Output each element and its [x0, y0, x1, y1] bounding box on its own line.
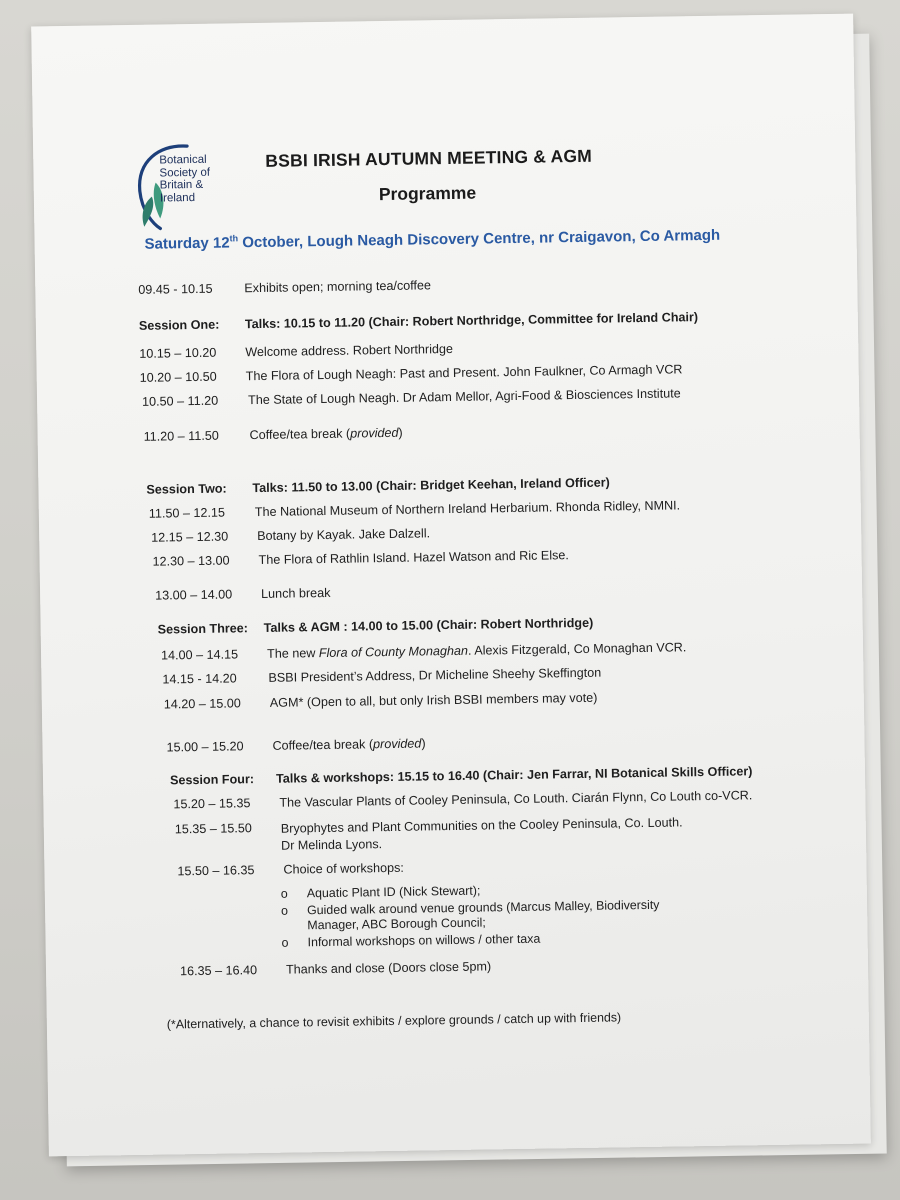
description-text: AGM* (Open to all, but only Irish BSBI members may vote)	[269, 690, 598, 710]
schedule-description	[276, 764, 753, 785]
schedule-description	[244, 278, 431, 295]
logo-line: Botanical	[159, 153, 207, 167]
schedule-time: 14.15 - 14.20	[162, 671, 237, 687]
schedule-time: 10.20 – 10.50	[139, 369, 217, 385]
description-text: Coffee/tea break (	[272, 737, 374, 753]
description-emphasis: Flora of County Monaghan	[318, 643, 469, 661]
schedule-description	[281, 814, 683, 854]
description-text: Talks: 11.50 to 13.00 (Chair: Bridget Keehan, Ireland Officer)	[252, 475, 610, 496]
schedule-description	[248, 386, 681, 407]
schedule-time: 10.50 – 11.20	[141, 393, 219, 409]
logo-line: Society of	[159, 166, 211, 180]
schedule-time: 16.35 – 16.40	[179, 963, 258, 979]
schedule-description	[267, 640, 687, 661]
schedule-time: 15.35 – 15.50	[174, 821, 252, 837]
schedule-description	[250, 426, 403, 442]
schedule-time: 11.50 – 12.15	[148, 505, 226, 521]
description-text: Welcome address. Robert Northridge	[245, 341, 454, 360]
schedule-time: 13.00 – 14.00	[155, 587, 233, 603]
workshop-text: Guided walk around venue grounds (Marcus Malley, Biodiversity	[306, 897, 660, 917]
schedule-time: 12.30 – 13.00	[152, 553, 230, 569]
schedule-time: 09.45 - 10.15	[138, 281, 213, 297]
description-text: Thanks and close (Doors close 5pm)	[285, 959, 492, 977]
description-text: )	[421, 736, 426, 751]
schedule-time: 14.00 – 14.15	[160, 647, 239, 663]
workshop-options-list	[281, 881, 660, 952]
description-text: The new	[266, 646, 319, 661]
description-text: The Vascular Plants of Cooley Peninsula, Co Louth. Ciarán Flynn, Co Louth co-VCR.	[279, 788, 753, 810]
schedule-description	[283, 861, 404, 877]
description-text: Coffee/tea break (	[249, 426, 351, 443]
date-prefix: Saturday 12	[144, 234, 230, 253]
schedule-description	[268, 666, 601, 685]
description-text-line2: Dr Melinda Lyons.	[280, 837, 383, 853]
schedule-description	[252, 475, 610, 495]
schedule-description	[272, 736, 425, 752]
description-emphasis: provided	[372, 736, 422, 752]
footnote: (*Alternatively, a chance to revisit exhibits / explore grounds / catch up with friends)	[166, 1010, 622, 1032]
schedule-description	[264, 616, 594, 635]
schedule-time: Session Three:	[157, 621, 249, 637]
date-ordinal: th	[229, 233, 239, 244]
schedule-description	[245, 310, 698, 331]
schedule-description	[286, 959, 491, 976]
schedule-description	[245, 342, 453, 359]
description-emphasis: provided	[350, 425, 399, 441]
schedule-time: 12.15 – 12.30	[151, 529, 229, 545]
description-text: )	[398, 425, 403, 440]
description-text: The Flora of Rathlin Island. Hazel Watson and Ric Else.	[258, 548, 569, 568]
schedule-time: Session Four:	[169, 772, 255, 788]
schedule-time: 14.20 – 15.00	[163, 696, 241, 712]
schedule-time: Session One:	[138, 317, 220, 333]
bullet-icon: o	[281, 935, 289, 950]
schedule-description	[255, 498, 681, 519]
description-text: Bryophytes and Plant Communities on the Cooley Peninsula, Co. Louth.	[280, 815, 683, 836]
schedule-time: Session Two:	[146, 481, 227, 497]
schedule-description	[258, 548, 569, 567]
description-text: . Alexis Fitzgerald, Co Monaghan VCR.	[467, 640, 687, 658]
schedule-time: 10.15 – 10.20	[139, 345, 217, 361]
description-text: Botany by Kayak. Jake Dalzell.	[257, 526, 431, 544]
document-title: BSBI IRISH AUTUMN MEETING & AGM	[265, 145, 593, 171]
schedule-description	[261, 586, 331, 601]
schedule-time: 15.00 – 15.20	[166, 739, 244, 755]
schedule-description	[257, 526, 430, 543]
bullet-icon: o	[280, 886, 288, 901]
workshop-text: Informal workshops on willows / other taxa	[307, 931, 541, 949]
description-text: Talks & workshops: 15.15 to 16.40 (Chair: Jen Farrar, NI Botanical Skills Officer)	[275, 764, 753, 786]
date-suffix: October, Lough Neagh Discovery Centre, nr Craigavon, Co Armagh	[238, 226, 721, 252]
logo-wordmark	[159, 154, 210, 205]
description-text: Talks & AGM : 14.00 to 15.00 (Chair: Robert Northridge)	[263, 615, 594, 635]
schedule-description	[279, 788, 752, 809]
schedule-description	[270, 691, 598, 710]
bsbi-logo	[129, 141, 251, 243]
description-text: The National Museum of Northern Ireland Herbarium. Rhonda Ridley, NMNI.	[254, 498, 681, 520]
logo-line: Britain &	[159, 178, 204, 192]
document-subtitle: Programme	[378, 182, 477, 205]
description-text: Talks: 10.15 to 11.20 (Chair: Robert Northridge, Committee for Ireland Chair)	[244, 310, 699, 332]
workshop-option	[281, 897, 660, 934]
description-text: The Flora of Lough Neagh: Past and Present. John Faulkner, Co Armagh VCR	[245, 362, 683, 384]
description-text: BSBI President’s Address, Dr Micheline Sheehy Skeffington	[268, 665, 602, 685]
description-text: The State of Lough Neagh. Dr Adam Mellor, Agri-Food & Biosciences Institute	[247, 386, 681, 408]
schedule-time: 15.50 – 16.35	[177, 863, 255, 879]
workshop-text-line2: Manager, ABC Borough Council;	[307, 915, 486, 933]
description-text: Exhibits open; morning tea/coffee	[244, 278, 432, 296]
schedule-description	[246, 362, 683, 383]
programme-sheet	[31, 14, 871, 1157]
description-text: Lunch break	[261, 585, 331, 601]
bullet-icon: o	[280, 903, 289, 918]
schedule-time: 15.20 – 15.35	[173, 796, 251, 812]
workshop-text: Aquatic Plant ID (Nick Stewart);	[306, 883, 481, 901]
logo-line: Ireland	[159, 191, 196, 205]
description-text: Choice of workshops:	[283, 860, 404, 877]
schedule-time: 11.20 – 11.50	[143, 428, 219, 444]
